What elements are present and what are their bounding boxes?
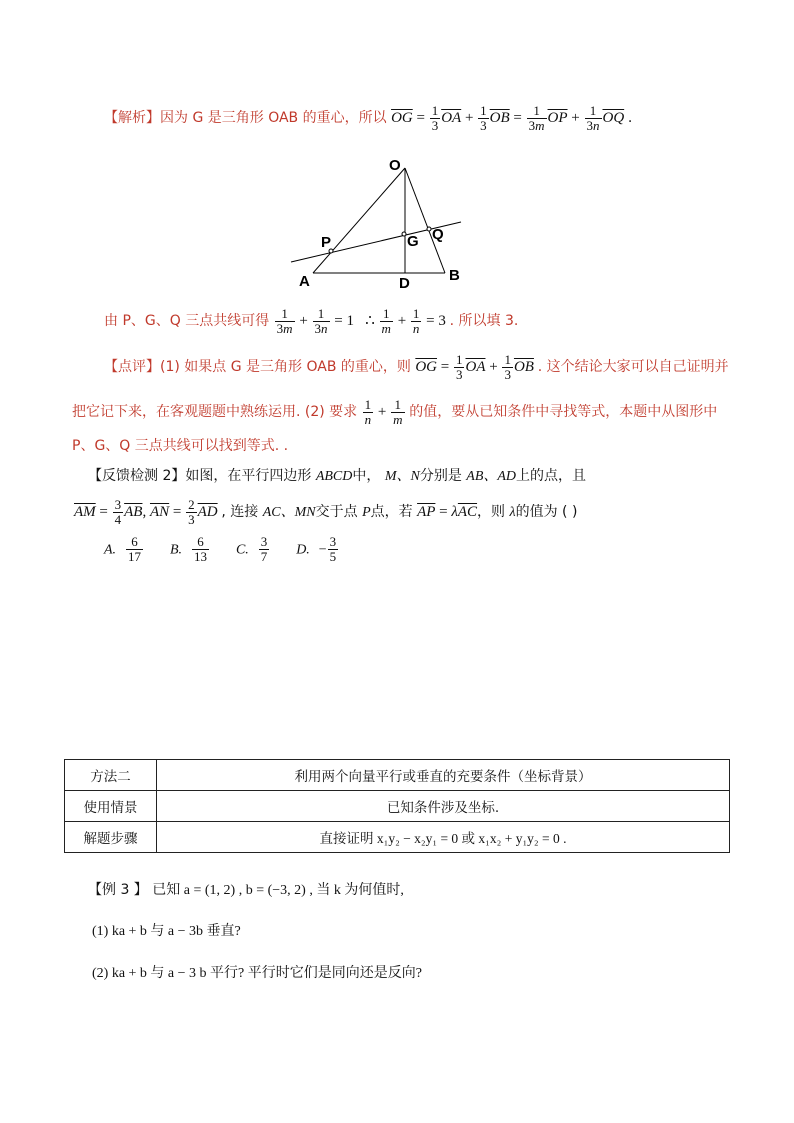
label-O: O: [389, 157, 401, 174]
option-c[interactable]: C. $\frac{3}{7}$: [235, 534, 268, 564]
collinear-line: [104, 307, 518, 336]
analysis-formula: $\overline{OG}$ = $\frac{1}{3}$ $\overline{OA}$ + $\frac{1}{3}$ $\overline{OB}$ = $\frac{1}{3m}$ $\overline{OP}$ + $\frac{1}{3n}$ $\overline{OQ}$: [391, 103, 625, 133]
table-row: [65, 791, 730, 822]
option-a[interactable]: A. $\frac{6}{17}$: [104, 534, 141, 564]
feedback-given: $\overline{AM}$ = $\frac{3}{4}$ $\overline{AB}$, $\overline{AN}$ = $\frac{2}{3}$ $\overline{AD}$: [74, 497, 218, 527]
example3-q1: (1) ka + b 与 a − 3b 垂直?: [92, 924, 241, 939]
collinear-text2: . 所以填 3.: [449, 312, 519, 329]
analysis-tag: 【解析】: [104, 109, 160, 126]
analysis-end: .: [627, 109, 633, 126]
table-key: 使用情景: [65, 791, 157, 822]
comment-text1: (1) 如果点 G 是三角形 OAB 的重心，则: [160, 358, 411, 375]
feedback-tag: 【反馈检测 2】: [88, 468, 186, 484]
comment-formula: $\overline{OG}$ = $\frac{1}{3}$ $\overline{OA}$ + $\frac{1}{3}$ $\overline{OB}$: [415, 352, 534, 382]
feedback-line-2: $\overline{AM}$ = $\frac{3}{4}$ $\overline{AB}$, $\overline{AN}$ = $\frac{2}{3}$ $\overline{AD}$ , 连接 AC、MN交于点 P点，若 $\overline{AP} = \lambda\overline{AC}$，则 λ的值为 ( ): [74, 497, 578, 527]
table-key: 方法二: [65, 760, 157, 791]
collinear-text: 由 P、G、Q 三点共线可得: [104, 312, 270, 329]
table-row: [65, 760, 730, 791]
label-Q: Q: [432, 226, 444, 243]
collinear-eq1: $\frac{1}{3m}$ + $\frac{1}{3n}$ = 1 ∴ $\frac{1}{m}$ + $\frac{1}{n}$ = 3: [276, 306, 446, 336]
analysis-line: [104, 104, 632, 133]
comment-tag: 【点评】: [104, 358, 160, 375]
comment-text2: . 这个结论大家可以自己证明并: [537, 358, 729, 375]
table-row: [65, 822, 730, 853]
table-value: 直接证明 x₁y₂ − x₂y₁ = 0 或 x₁x₂ + y₁y₂ = 0 .: [157, 822, 730, 853]
example3-tag: 【例 3 】: [88, 882, 148, 898]
table-value: 利用两个向量平行或垂直的充要条件（坐标背景）: [157, 760, 730, 791]
side-OA: [313, 168, 405, 273]
table-value: 已知条件涉及坐标.: [157, 791, 730, 822]
example3-line: [88, 880, 404, 901]
feedback-options: [104, 535, 339, 564]
label-B: B: [449, 267, 460, 284]
label-D: D: [399, 275, 410, 290]
side-OB: [405, 168, 445, 273]
label-P: P: [321, 234, 332, 251]
option-b[interactable]: B. $\frac{6}{13}$: [169, 534, 207, 564]
option-d[interactable]: D. − $\frac{3}{5}$: [296, 534, 337, 564]
example3-q2: (2) ka + b 与 a − 3 b 平行? 平行时它们是同向还是反向?: [92, 966, 422, 981]
example3-text: 已知 a = (1, 2) , b = (−3, 2) , 当 k 为何值时,: [152, 883, 404, 898]
comment-line-1: [104, 353, 729, 382]
comment-line-2: 把它记下来，在客观题题中熟练运用. (2) 要求 $\frac{1}{n}$ + $\frac{1}{m}$ 的值，要从已知条件中寻找等式，本题中从图形中: [72, 397, 718, 427]
comment-line-3: P、G、Q 三点共线可以找到等式. .: [72, 438, 289, 454]
triangle-figure: [285, 150, 475, 290]
table-key: 解题步骤: [65, 822, 157, 853]
method-table: [64, 759, 730, 853]
analysis-text: 因为 G 是三角形 OAB 的重心，所以: [160, 109, 387, 126]
label-G: G: [407, 233, 419, 250]
feedback-line-1: 【反馈检测 2】如图，在平行四边形 ABCD中， M、N分别是 AB、AD上的点，且: [88, 468, 587, 484]
label-A: A: [299, 273, 310, 290]
